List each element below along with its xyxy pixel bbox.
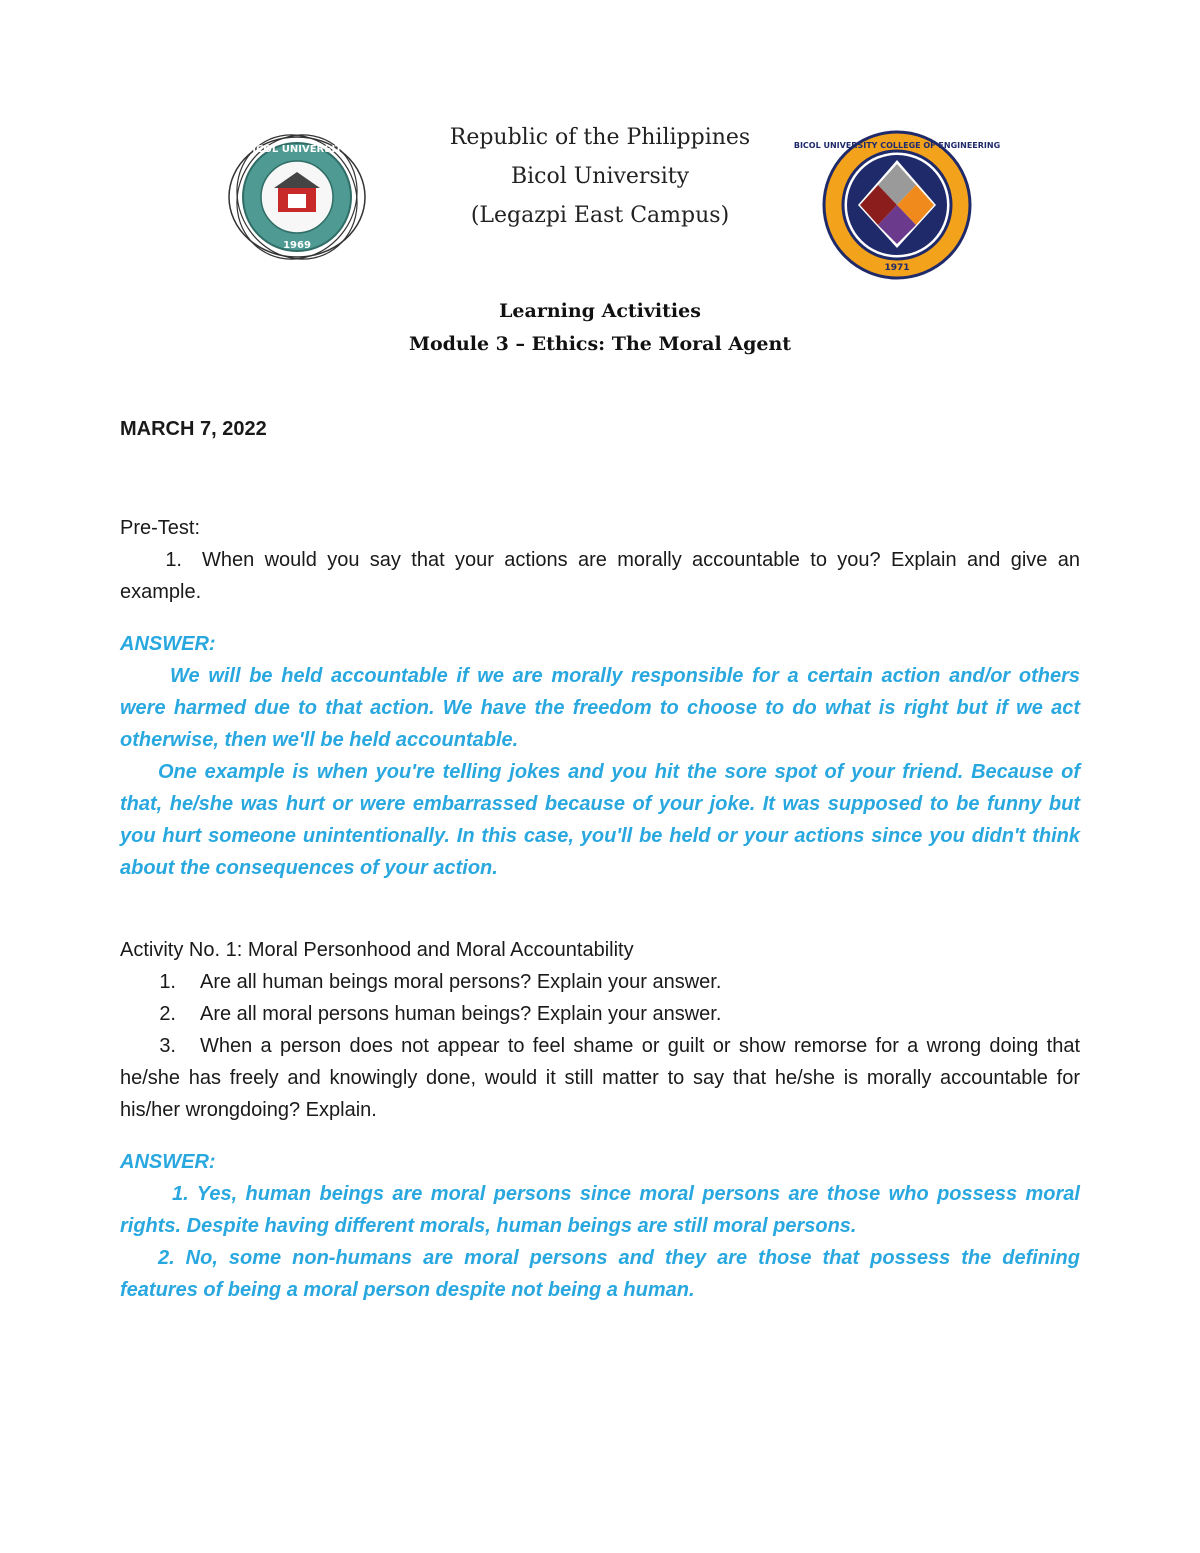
activity-question-number: 3. bbox=[159, 1035, 176, 1057]
document-date: MARCH 7, 2022 bbox=[120, 418, 267, 440]
pretest-heading: Pre-Test: bbox=[120, 517, 201, 539]
bicol-university-seal bbox=[226, 132, 368, 262]
svg-text:BICOL UNIVERSITY COLLEGE OF EN: BICOL UNIVERSITY COLLEGE OF ENGINEERING bbox=[793, 141, 1001, 150]
pretest-answer-label: ANSWER: bbox=[120, 633, 216, 655]
pretest-answer-paragraph-1: We will be held accountable if we are morally responsible for a certain action and/or others were harmed due to that action. We have the freedom to choose to do what is right but if we act otherwise, then we'll be held accountable. bbox=[120, 665, 1080, 751]
header-line-university: Bicol University bbox=[510, 164, 690, 189]
activity-answer-label: ANSWER: bbox=[120, 1151, 216, 1173]
activity-question-number: 2. bbox=[159, 1003, 176, 1025]
header-line-republic: Republic of the Philippines bbox=[449, 125, 751, 150]
activity-question-number: 1. bbox=[159, 971, 176, 993]
activity-section bbox=[120, 934, 1080, 1306]
activity-answer-paragraph-2: 2. No, some non-humans are moral persons and they are those that possess the defining features of being a moral person despite not being a human. bbox=[120, 1247, 1080, 1301]
document-header bbox=[0, 110, 1200, 280]
svg-text:1969: 1969 bbox=[283, 240, 311, 251]
activity-question-1 bbox=[120, 966, 1080, 998]
activity-answer-paragraph-1: 1. Yes, human beings are moral persons since moral persons are those who possess moral rights. Despite having different morals, human beings are still moral persons. bbox=[120, 1183, 1080, 1237]
svg-text:1971: 1971 bbox=[884, 263, 910, 273]
activity-question-text: Are all moral persons human beings? Explain your answer. bbox=[200, 1003, 722, 1025]
document-subtitle: Module 3 – Ethics: The Moral Agent bbox=[408, 333, 792, 355]
svg-text:BICOL UNIVERSITY: BICOL UNIVERSITY bbox=[244, 144, 350, 155]
activity-question-text: Are all human beings moral persons? Explain your answer. bbox=[200, 971, 722, 993]
activity-question-2 bbox=[120, 998, 1080, 1030]
pretest-question-1 bbox=[120, 544, 1080, 608]
document-titles bbox=[0, 295, 1200, 361]
pretest-answer-paragraph-2: One example is when you're telling jokes and you hit the sore spot of your friend. Because of that, he/she was hurt or were embarrassed because of your joke. It was supposed to be funny but you hurt someone unintentionally. In this case, you'll be held or your actions since you didn't think about the consequences of your action. bbox=[120, 761, 1080, 879]
activity-question-text: When a person does not appear to feel shame or guilt or show remorse for a wrong doing that he/she has freely and knowingly done, would it still matter to say that he/she is morally accountable for his/her wrongdoing? Explain. bbox=[120, 1035, 1080, 1121]
document-title: Learning Activities bbox=[499, 300, 701, 322]
pretest-question-1-text: When would you say that your actions are morally accountable to you? Explain and give an example. bbox=[120, 549, 1080, 603]
header-institution-lines bbox=[400, 118, 800, 235]
activity-heading: Activity No. 1: Moral Personhood and Moral Accountability bbox=[120, 939, 634, 961]
college-of-engineering-seal bbox=[793, 130, 1001, 280]
pretest-section bbox=[120, 512, 1080, 884]
activity-question-3 bbox=[120, 1030, 1080, 1126]
pretest-question-1-number: 1. bbox=[165, 549, 182, 571]
header-line-campus: (Legazpi East Campus) bbox=[470, 203, 730, 228]
